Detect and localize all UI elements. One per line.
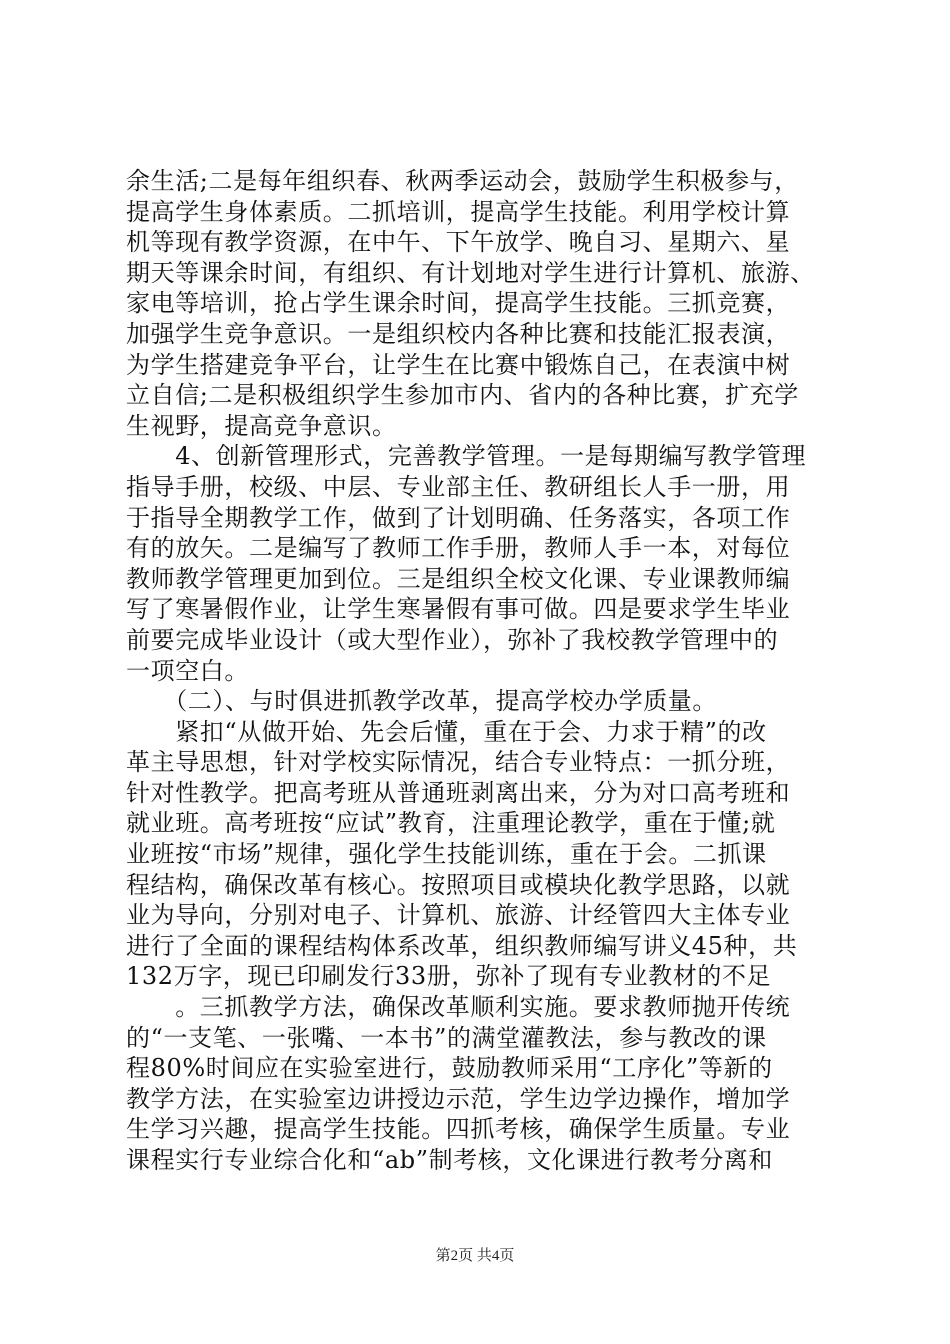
text-line: 革主导思想，针对学校实际情况，结合专业特点：一抓分班， — [126, 748, 791, 777]
text-line: 业为导向，分别对电子、计算机、旅游、计经管四大主体专业 — [126, 901, 791, 930]
document-body — [126, 166, 846, 1176]
text-line: 为学生搭建竞争平台，让学生在比赛中锻炼自己，在表演中树 — [126, 350, 791, 379]
section-heading: （二）、与时俱进抓教学改革，提高学校办学质量。 — [126, 687, 717, 716]
text-line: 进行了全面的课程结构体系改革，组织教师编写讲义45种，共 — [126, 931, 798, 960]
text-line: 业班按“市场”规律，强化学生技能训练，重在于会。二抓课 — [126, 840, 767, 869]
text-line: 提高学生身体素质。二抓培训，提高学生技能。利用学校计算 — [126, 197, 791, 226]
text-line: 余生活;二是每年组织春、秋两季运动会，鼓励学生积极参与， — [126, 167, 799, 195]
text-line: 加强学生竞争意识。一是组织校内各种比赛和技能汇报表演， — [126, 319, 791, 348]
text-line: 程结构，确保改革有核心。按照项目或模块化教学思路，以就 — [126, 870, 791, 899]
text-line: 立自信;二是积极组织学生参加市内、省内的各种比赛，扩充学 — [126, 381, 799, 410]
text-line: 于指导全期教学工作，做到了计划明确、任务落实，各项工作 — [126, 503, 791, 532]
page-number-footer: 第2页 共4页 — [435, 1248, 515, 1264]
text-line: 的“一支笔、一张嘴、一本书”的满堂灌教法，参与教改的课 — [126, 1023, 767, 1052]
text-line: 有的放矢。二是编写了教师工作手册，教师人手一本，对每位 — [126, 534, 791, 563]
text-line: 家电等培训，抢占学生课余时间，提高学生技能。三抓竞赛， — [126, 289, 791, 318]
text-line: 写了寒暑假作业，让学生寒暑假有事可做。四是要求学生毕业 — [126, 595, 791, 624]
text-line: 。三抓教学方法，确保改革顺利实施。要求教师抛开传统 — [126, 993, 791, 1022]
text-line: 教学方法，在实验室边讲授边示范，学生边学边操作，增加学 — [126, 1084, 791, 1113]
text-line: 生视野，提高竞争意识。 — [126, 411, 397, 440]
text-line: 前要完成毕业设计（或大型作业），弥补了我校教学管理中的 — [126, 625, 779, 654]
text-line: 132万字，现已印刷发行33册，弥补了现有专业教材的不足 — [126, 962, 772, 991]
text-line: 教师教学管理更加到位。三是组织全校文化课、专业课教师编 — [126, 564, 791, 593]
text-line: 一项空白。 — [126, 656, 249, 685]
text-line: 程80%时间应在实验室进行，鼓励教师采用“工序化”等新的 — [126, 1054, 773, 1083]
text-line: 就业班。高考班按“应试”教育，注重理论教学，重在于懂;就 — [126, 809, 776, 838]
text-line: 机等现有教学资源，在中午、下午放学、晚自习、星期六、星 — [126, 228, 791, 257]
text-line: 指导手册，校级、中层、专业部主任、教研组长人手一册，用 — [126, 472, 791, 501]
paragraph-start-line: 4、创新管理形式，完善教学管理。一是每期编写教学管理 — [126, 442, 807, 471]
text-line: 生学习兴趣，提高学生技能。四抓考核，确保学生质量。专业 — [126, 1115, 791, 1144]
text-line: 期天等课余时间，有组织、有计划地对学生进行计算机、旅游、 — [126, 258, 815, 287]
text-line: 课程实行专业综合化和“ab”制考核，文化课进行教考分离和 — [126, 1146, 774, 1174]
text-line: 针对性教学。把高考班从普通班剥离出来，分为对口高考班和 — [126, 778, 791, 807]
paragraph-start-line: 紧扣“从做开始、先会后懂，重在于会、力求于精”的改 — [126, 717, 767, 746]
